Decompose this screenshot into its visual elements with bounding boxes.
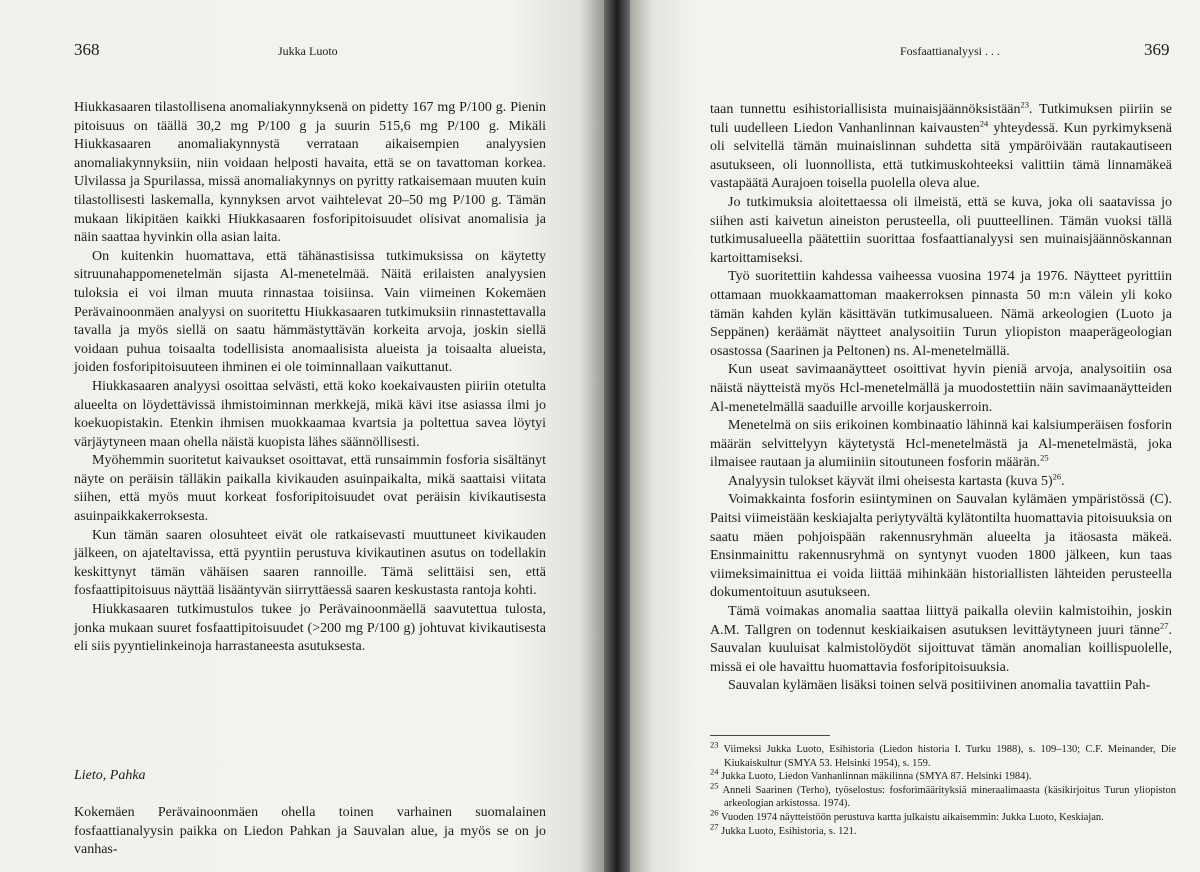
left-body-text <box>74 99 546 657</box>
paragraph: On kuitenkin huomattava, että tähänastisissa tutkimuksissa on käytetty sitruunahappomenetelmän sijasta Al-menetelmää. Näitä erilaisten analyysien tuloksia ei voi ilman muuta rinnastaa toisiinsa. Vain viimeinen Kokemäen Perävainoonmäen analyysi on suoritettu Hiukkasaaren tutkimuksiin rinnastettavalla tavalla ja myös siellä on saatu hämmästyttävän korkeita arvoja, joskin siellä voidaan puhua toisaalta todellisista anomaalisista alueista ja toisaalta alueista, joiden fosforipitoisuuteen ihminen ei ole toiminnallaan vaikuttanut. <box>74 248 546 376</box>
paragraph-text: Analyysin tulokset käyvät ilmi oheisesta kartasta (kuva 5) <box>728 473 1053 489</box>
footnote-ref: 25 <box>1040 452 1049 463</box>
paragraph-text: yhteydessä. Kun pyrkimyksenä oli selvitellä tämän muinaislinnan suhdetta sitä ympäröivään rautakautiseen asutukseen, oli luonnollista, että tutkimuskohteeksi valittiin tämä linnamäkeä vastapäätä Aurajoen toisella puolella oleva alue. <box>710 120 1172 192</box>
paragraph <box>710 491 1172 603</box>
paragraph <box>710 268 1172 361</box>
paragraph <box>710 473 1172 492</box>
paragraph <box>710 677 1172 696</box>
paragraph <box>710 194 1172 268</box>
footnote-number: 23 <box>710 739 719 750</box>
paragraph-text: Voimakkainta fosforin esiintyminen on Sauvalan kylämäen ympäristössä (C). Paitsi viimeistään keskiajalta periytyvältä kylätontilta huomattavia pitoisuuksia on saatu mäen pohjoispään rakennusryhmän alueelta ja itäosasta mäkeä. Ensinmainittu rakennusryhmä on syntynyt vuoden 1800 jälkeen, kun taas viimeksimainittua ei voida liittää mihinkään historiallisten lähteiden perusteella dokumentoituun asutukseen. <box>710 492 1172 601</box>
paragraph: Hiukkasaaren tilastollisena anomaliakynnyksenä on pidetty 167 mg P/100 g. Pienin pitoisuus on täällä 30,2 mg P/100 g ja suurin 515,6 mg P/100 g. Mikäli Hiukkasaaren anomaliakynnystä verrataan aikaisempien analyysien anomaliakynnyksiin, niin voidaan helposti havaita, että se on tavattoman korkea. Ulvilassa ja Spurilassa, missä anomaliakynnys on pyritty ratkaisemaan muuten kuin tilastollisesti laskemalla, kynnyksen arvot vaihtelevat 20–50 mg P/100 g. Tämän mukaan likipitäen kaikki Hiukkasaaren fosforipitoisuudet olisivat anomalisia ja näin saattaa hyvinkin olla asian laita. <box>74 100 546 246</box>
right-page <box>630 0 1200 872</box>
paragraph-text: Sauvalan kylämäen lisäksi toinen selvä positiivinen anomalia tavattiin Pah- <box>728 678 1151 694</box>
paragraph <box>710 101 1172 194</box>
footnote-text: Vuoden 1974 näytteistöön perustuva kartta julkaistu aikaisemmin: Jukka Luoto, Keskiajan. <box>720 811 1104 823</box>
paragraph-text: Jo tutkimuksia aloitettaessa oli ilmeistä, että se kuva, joka oli saatavissa jo siihen asti kaivetun aineiston perusteella, oli puutteellinen. Tämän vuoksi tällä tutkimusalueella päätettiin suorittaa fosfaattianalyysi sen muinaisjäännöskannan kartoittamiseksi. <box>710 194 1172 266</box>
page-number: 368 <box>74 40 100 59</box>
paragraph-text: Työ suoritettiin kahdessa vaiheessa vuosina 1974 ja 1976. Näytteet pyrittiin ottamaan muokkaamattoman maakerroksen pinnasta 50 m:n välein yli koko tämän kahden kylän käsittävän tutkimusalueen. Nämä arkeologien (Luoto ja Seppänen) keräämät näytteet analysoitiin Turun yliopiston maaperägeologian osastossa (Saarinen ja Peltonen) ns. Al-menetelmällä. <box>710 269 1172 359</box>
book-gutter <box>604 0 630 872</box>
paragraph-text: Kun useat savimaanäytteet osoittivat hyvin pieniä arvoja, analysoitiin osa näistä näytteistä myös Hcl-menetelmällä ja muodostettiin näin savimaanäytteiden Al-menetelmällä saaduille arvoille korjauskerroin. <box>710 362 1172 415</box>
footnote-rule <box>710 735 830 736</box>
footnote-text: Anneli Saarinen (Terho), työselostus: fosforimäärityksiä mineraalimaasta (käsikirjoitus Turun yliopiston arkeologian arkistossa. 1974). <box>722 784 1176 810</box>
paragraph: Hiukkasaaren tutkimustulos tukee jo Perävainoonmäellä saavutettua tulosta, jonka mukaan suuret fosfaattipitoisuudet (>200 mg P/100 g) johtuvat kivikautisesta eli siis pyyntielinkeinoja harrastaneesta asutuksesta. <box>74 602 546 655</box>
footnote-number: 27 <box>710 821 719 832</box>
footnote-number: 26 <box>710 807 719 818</box>
paragraph-text: taan tunnettu esihistoriallisista muinaisjäännöksistään <box>710 102 1021 117</box>
footnote-number: 25 <box>710 780 719 791</box>
footnote-ref: 26 <box>1052 471 1062 482</box>
footnotes <box>710 739 1177 838</box>
paragraph <box>710 361 1172 417</box>
footnote <box>710 766 1176 784</box>
footnote <box>710 739 1177 770</box>
footnote-ref: 23 <box>1020 99 1030 110</box>
footnote-text: Jukka Luoto, Liedon Vanhanlinnan mäkilinna (SMYA 87. Helsinki 1984). <box>721 771 1032 783</box>
footnote-number: 24 <box>710 766 719 777</box>
paragraph-text: Menetelmä on siis erikoinen kombinaatio lähinnä kai kalsiumperäisen fosforin määrän selvittelyyn käytetystä Hcl-menetelmästä ja Al-menetelmästä, joka ilmaisee rautaan ja alumiiniin sitoutuneen fosforin määrän. <box>710 418 1172 471</box>
section-title: Lieto, Pahka <box>74 768 146 783</box>
paragraph <box>710 603 1172 677</box>
footnote-text: Viimeksi Jukka Luoto, Esihistoria (Liedon historia I. Turku 1988), s. 109–130; C.F. Meinander, Die Kiukaiskultur (SMYA 53. Helsinki 1954), s. 159. <box>723 744 1177 769</box>
paragraph-text: . Tutkimuksen piiriin se tuli uudelleen Liedon Vanhanlinnan kaivausten <box>710 102 1172 136</box>
paragraph: Myöhemmin suoritetut kaivaukset osoittavat, että runsaimmin fosforia sisältänyt näyte on peräisin tälläkin paikalla kivikauden asuinpaikalta, mikä saattaisi viitata siihen, että myös muut korkeat fosforipitoisuudet ovat peräisin kivikautisesta asuinpaikkakerroksesta. <box>74 453 546 525</box>
running-head: Jukka Luoto <box>278 44 338 58</box>
paragraph-text: . Sauvalan kuuluisat kalmistolöydöt sijoittuvat tämän anomalian koillispuolelle, missä ei ole havaittu huomattavia fosforipitoisuuksia. <box>710 622 1172 675</box>
right-body-text <box>710 101 1172 696</box>
paragraph-text: Tämä voimakas anomalia saattaa liittyä paikalla oleviin kalmistoihin, joskin A.M. Tallgren on todennut keskiaikaisen asutuksen levittäytyneen juuri tänne <box>710 604 1172 638</box>
paragraph: Kun tämän saaren olosuhteet eivät ole ratkaisevasti muuttuneet kivikauden jälkeen, on ajateltavissa, että pyyntiin perustuva kivikautinen asutus on todellakin keskittynyt tämän vähäisen saaren rannoille. Tämä selittäisi sen, että fosfaattipitoisuus näyttää lisääntyvän siirryttäessä saaren keskustasta rantoja kohti. <box>74 527 546 599</box>
paragraph: Kokemäen Perävainoonmäen ohella toinen varhainen suomalainen fosfaattianalyysin paikka on Liedon Pahkan ja Sauvalan alue, ja myös se on jo vanhas- <box>74 805 546 858</box>
footnote <box>710 821 1176 839</box>
section-text-block <box>74 804 546 860</box>
paragraph: Hiukkasaaren analyysi osoittaa selvästi, että koko koekaivausten piiriin otetulta alueelta on löydettävissä ihmistoiminnan merkkejä, mikä kävi itse asiassa ilmi jo koekuopistakin. Etenkin ihmisen muokkaamaa kvartsia ja poltettua savea löytyi värjäytyneen maan ohella näistä kuopista lähes säännöllisesti. <box>74 378 546 450</box>
page-number: 369 <box>1144 40 1170 59</box>
footnote-ref: 24 <box>979 117 989 128</box>
paragraph-text: . <box>1061 473 1065 489</box>
footnote <box>710 780 1176 811</box>
running-head: Fosfaattianalyysi . . . <box>900 44 1000 58</box>
footnote <box>710 807 1176 825</box>
footnote-text: Jukka Luoto, Esihistoria, s. 121. <box>721 825 857 837</box>
footnote-ref: 27 <box>1160 619 1169 630</box>
paragraph <box>710 417 1172 473</box>
